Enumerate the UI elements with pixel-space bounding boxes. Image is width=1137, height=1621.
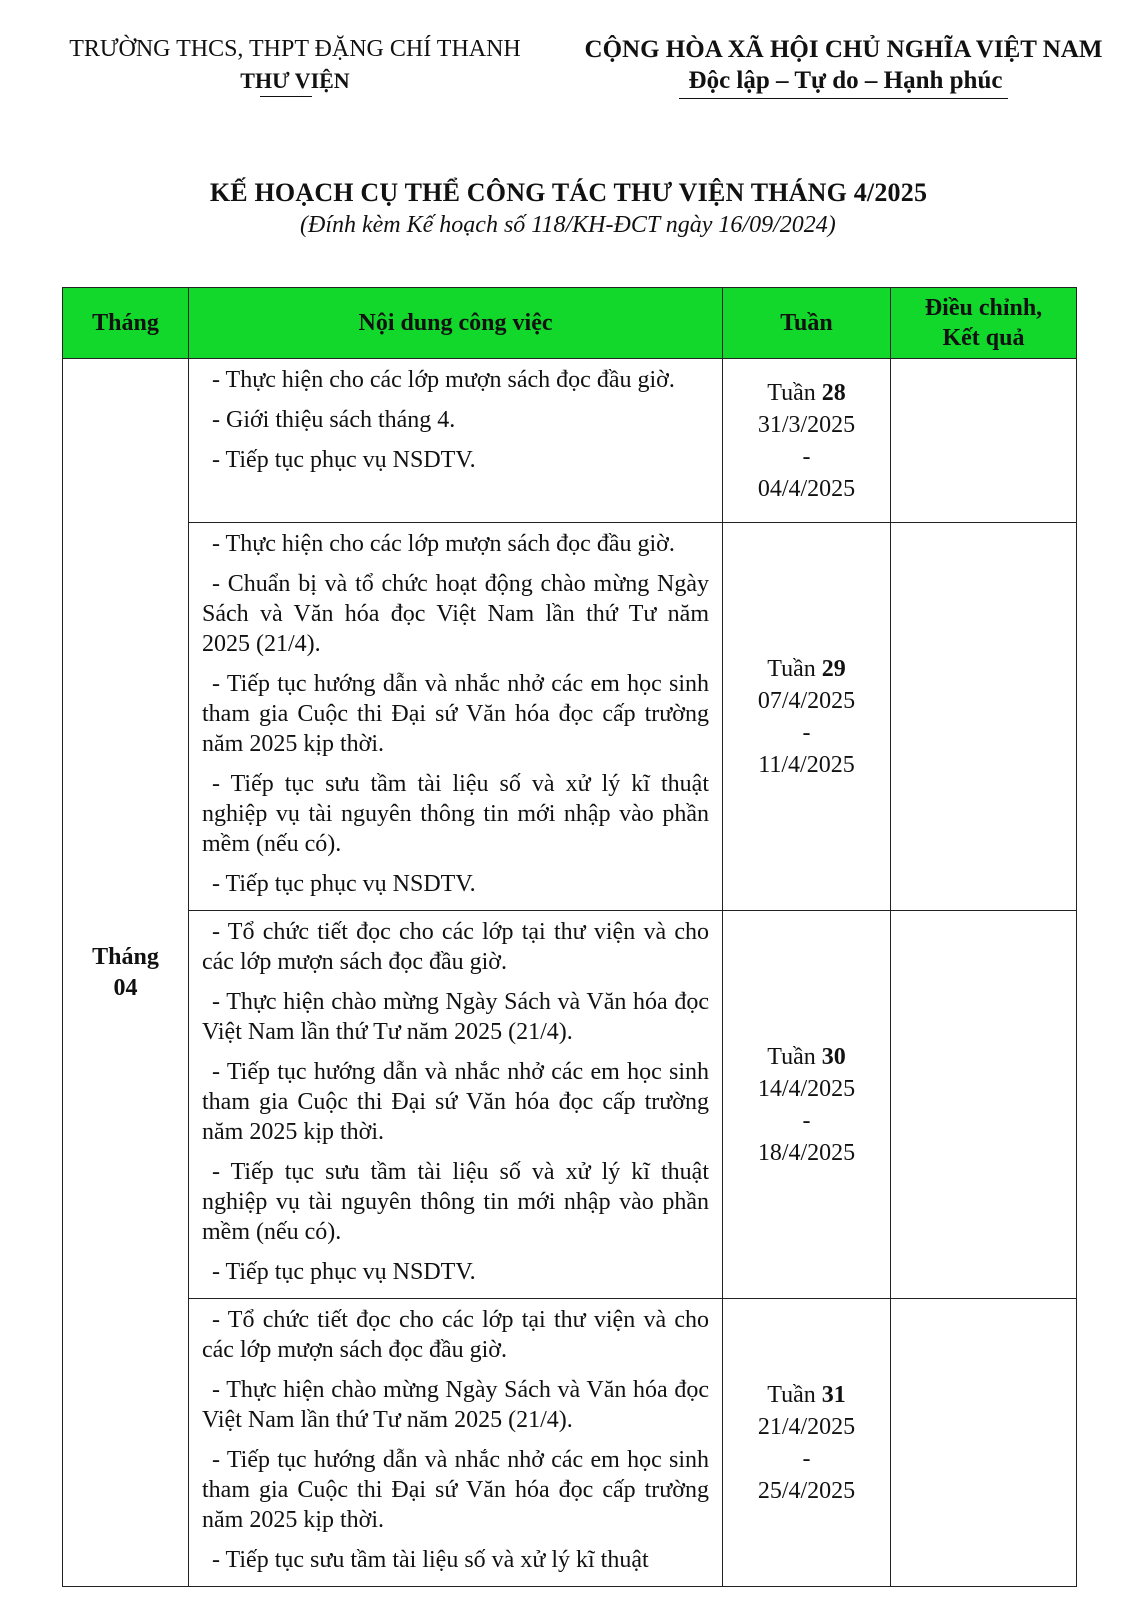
- week-date-from: 07/4/2025: [757, 687, 856, 714]
- week-cell: [723, 1299, 891, 1587]
- week-date-to: 18/4/2025: [757, 1139, 856, 1166]
- week-date-dash: -: [802, 719, 811, 746]
- document-title: KẾ HOẠCH CỤ THỂ CÔNG TÁC THƯ VIỆN THÁNG 4/2025: [209, 178, 928, 207]
- table-row: [63, 359, 1077, 523]
- header-content: Nội dung công việc: [189, 288, 723, 359]
- country-name: CỘNG HÒA XÃ HỘI CHỦ NGHĨA VIỆT NAM: [584, 36, 1103, 63]
- week-label: [727, 653, 886, 685]
- week-number: 30: [821, 1043, 846, 1070]
- week-prefix: Tuần: [767, 379, 822, 406]
- school-name: TRƯỜNG THCS, THPT ĐẶNG CHÍ THANH: [69, 36, 521, 62]
- week-cell: [723, 359, 891, 523]
- week-number: 28: [821, 379, 846, 406]
- task-item: - Tiếp tục phục vụ NSDTV.: [212, 447, 476, 473]
- week-prefix: Tuần: [767, 655, 822, 682]
- month-label-line2: 04: [113, 974, 138, 1001]
- plan-table: [62, 287, 1077, 1587]
- header-week: Tuần: [723, 288, 891, 359]
- content-cell: [189, 359, 723, 523]
- content-cell: [189, 523, 723, 911]
- week-number: 29: [821, 655, 846, 682]
- week-date-from: 21/4/2025: [757, 1413, 856, 1440]
- header-result: [891, 288, 1077, 359]
- task-item: - Thực hiện cho các lớp mượn sách đọc đầu giờ.: [212, 531, 675, 557]
- task-item: - Thực hiện chào mừng Ngày Sách và Văn hóa đọc Việt Nam lần thứ Tư năm 2025 (21/4).: [202, 1377, 709, 1433]
- header-result-line1: Điều chỉnh,: [924, 295, 1043, 321]
- week-date-to: 25/4/2025: [757, 1477, 856, 1504]
- week-date-dash: -: [802, 1445, 811, 1472]
- table-row: [63, 523, 1077, 911]
- week-label: [727, 1379, 886, 1411]
- header-right: [566, 34, 1121, 99]
- week-number: 31: [821, 1381, 846, 1408]
- header-result-line2: Kết quả: [942, 325, 1025, 351]
- week-date-dash: -: [802, 443, 811, 470]
- task-item: - Giới thiệu sách tháng 4.: [212, 407, 456, 433]
- week-label: [727, 377, 886, 409]
- department-name: THƯ VIỆN: [240, 68, 350, 93]
- week-prefix: Tuần: [767, 1043, 822, 1070]
- week-cell: [723, 523, 891, 911]
- week-label: [727, 1041, 886, 1073]
- task-item: - Thực hiện chào mừng Ngày Sách và Văn hóa đọc Việt Nam lần thứ Tư năm 2025 (21/4).: [202, 989, 709, 1045]
- month-label-line1: Tháng: [92, 943, 159, 970]
- task-item: - Tiếp tục hướng dẫn và nhắc nhở các em học sinh tham gia Cuộc thi Đại sứ Văn hóa đọc cấp trường năm 2025 kịp thời.: [202, 1447, 709, 1533]
- header-left: [50, 34, 540, 97]
- department-underline: [260, 96, 312, 97]
- week-date-to: 04/4/2025: [757, 475, 856, 502]
- task-item: - Thực hiện cho các lớp mượn sách đọc đầu giờ.: [212, 367, 675, 393]
- document-subtitle: (Đính kèm Kế hoạch số 118/KH-ĐCT ngày 16/09/2024): [300, 212, 836, 238]
- result-cell: [891, 1299, 1077, 1587]
- week-date-dash: -: [802, 1107, 811, 1134]
- header-month: Tháng: [63, 288, 189, 359]
- task-item: - Chuẩn bị và tổ chức hoạt động chào mừng Ngày Sách và Văn hóa đọc Việt Nam lần thứ Tư năm 2025 (21/4).: [202, 571, 709, 657]
- task-item: - Tiếp tục sưu tầm tài liệu số và xử lý kĩ thuật: [212, 1547, 649, 1573]
- week-cell: [723, 911, 891, 1299]
- task-item: - Tiếp tục phục vụ NSDTV.: [212, 871, 476, 897]
- task-item: - Tiếp tục hướng dẫn và nhắc nhở các em học sinh tham gia Cuộc thi Đại sứ Văn hóa đọc cấp trường năm 2025 kịp thời.: [202, 1059, 709, 1145]
- task-item: - Tổ chức tiết đọc cho các lớp tại thư viện và cho các lớp mượn sách đọc đầu giờ.: [202, 1307, 709, 1363]
- content-cell: [189, 911, 723, 1299]
- result-cell: [891, 359, 1077, 523]
- task-item: - Tiếp tục hướng dẫn và nhắc nhở các em học sinh tham gia Cuộc thi Đại sứ Văn hóa đọc cấp trường năm 2025 kịp thời.: [202, 671, 709, 757]
- week-date-to: 11/4/2025: [758, 751, 855, 778]
- content-cell: [189, 1299, 723, 1587]
- table-row: [63, 1299, 1077, 1587]
- task-item: - Tiếp tục phục vụ NSDTV.: [212, 1259, 476, 1285]
- task-item: - Tiếp tục sưu tầm tài liệu số và xử lý kĩ thuật nghiệp vụ tài nguyên thông tin mới nhập vào phần mềm (nếu có).: [202, 771, 709, 857]
- task-item: - Tiếp tục sưu tầm tài liệu số và xử lý kĩ thuật nghiệp vụ tài nguyên thông tin mới nhập vào phần mềm (nếu có).: [202, 1159, 709, 1245]
- result-cell: [891, 911, 1077, 1299]
- task-item: - Tổ chức tiết đọc cho các lớp tại thư viện và cho các lớp mượn sách đọc đầu giờ.: [202, 919, 709, 975]
- week-date-from: 31/3/2025: [757, 411, 856, 438]
- national-motto: Độc lập – Tự do – Hạnh phúc: [679, 65, 1009, 99]
- week-prefix: Tuần: [767, 1381, 822, 1408]
- result-cell: [891, 523, 1077, 911]
- week-date-from: 14/4/2025: [757, 1075, 856, 1102]
- table-row: [63, 911, 1077, 1299]
- month-cell: [63, 359, 189, 1587]
- table-header-row: [63, 288, 1077, 359]
